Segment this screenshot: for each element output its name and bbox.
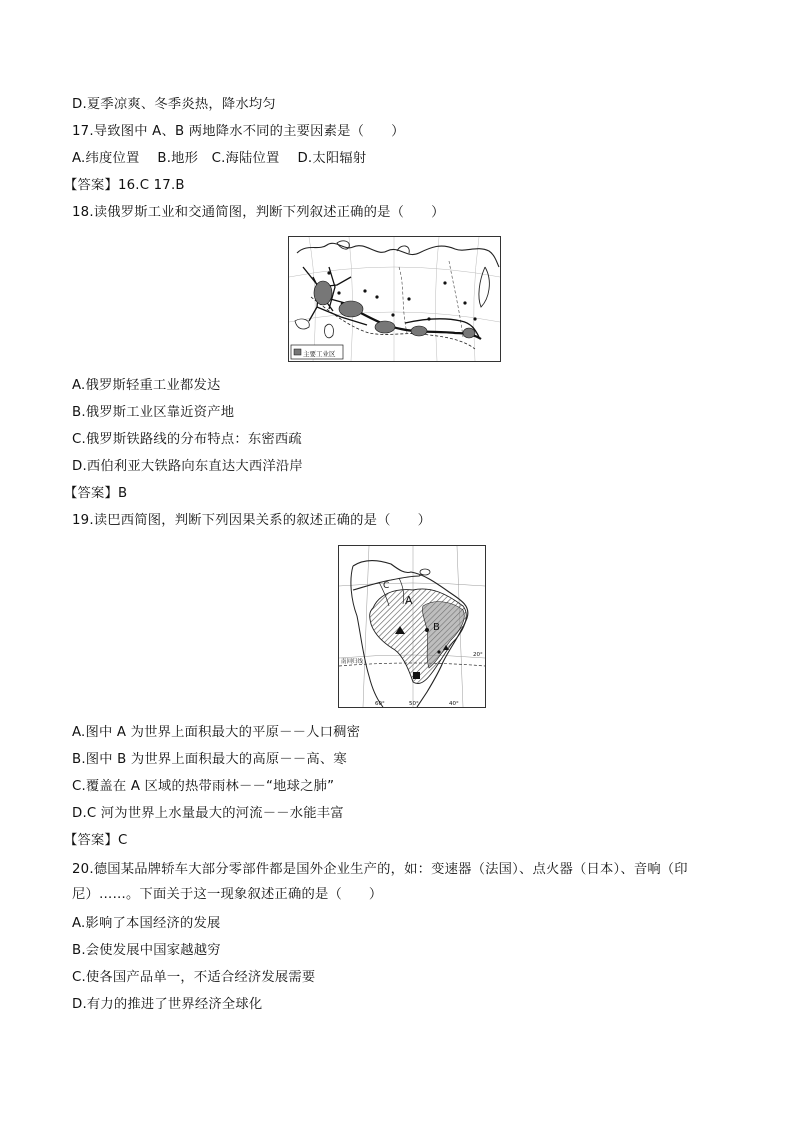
brazil-map-label-lat20: 20° bbox=[473, 652, 483, 658]
brazil-map-label-lon50: 50° bbox=[409, 701, 419, 707]
q18-option-b: B.俄罗斯工业区靠近资产地 bbox=[72, 405, 235, 420]
q19-option-c: C.覆盖在 A 区域的热带雨林－－“地球之肺” bbox=[72, 779, 335, 794]
q20-option-c: C.使各国产品单一，不适合经济发展需要 bbox=[72, 970, 316, 985]
brazil-map-label-tropic: 南回归线 bbox=[341, 659, 364, 665]
brazil-map-label-a: A bbox=[405, 594, 413, 607]
q16-option-d: D.夏季凉爽、冬季炎热，降水均匀 bbox=[72, 97, 276, 112]
q18-option-d: D.西伯利亚大铁路向东直达大西洋沿岸 bbox=[72, 459, 303, 474]
q17-options: A.纬度位置 B.地形 C.海陆位置 D.太阳辐射 bbox=[72, 151, 367, 166]
brazil-map-label-lon60: 60° bbox=[375, 701, 385, 707]
q19-answer: 【答案】C bbox=[64, 833, 128, 848]
q19-question: 19.读巴西简图，判断下列因果关系的叙述正确的是（ ） bbox=[72, 513, 432, 528]
q17-question: 17.导致图中 A、B 两地降水不同的主要因素是（ ） bbox=[72, 124, 405, 139]
q19-option-a: A.图中 A 为世界上面积最大的平原－－人口稠密 bbox=[72, 725, 361, 740]
brazil-map-label-lon40: 40° bbox=[449, 701, 459, 707]
q19-option-d: D.C 河为世界上水量最大的河流－－水能丰富 bbox=[72, 806, 344, 821]
russia-industry-transport-map bbox=[288, 236, 501, 362]
q18-option-c: C.俄罗斯铁路线的分布特点：东密西疏 bbox=[72, 432, 302, 447]
q18-option-a: A.俄罗斯轻重工业都发达 bbox=[72, 378, 221, 393]
q20-question: 20.德国某品牌轿车大部分零部件都是国外企业生产的，如：变速器（法国）、点火器（日本）、音响（印尼）……。下面关于这一现象叙述正确的是（ ） bbox=[72, 862, 688, 902]
brazil-map bbox=[338, 545, 486, 708]
q20-option-b: B.会使发展中国家越越穷 bbox=[72, 943, 221, 958]
q20-option-d: D.有力的推进了世界经济全球化 bbox=[72, 997, 263, 1012]
brazil-map-label-b: B bbox=[433, 622, 440, 633]
brazil-map-label-c: C bbox=[383, 581, 390, 591]
q18-answer: 【答案】B bbox=[64, 486, 128, 501]
q19-option-b: B.图中 B 为世界上面积最大的高原－－高、寒 bbox=[72, 752, 347, 767]
russia-map-legend: 主要工业区 bbox=[303, 350, 336, 358]
q18-question: 18.读俄罗斯工业和交通简图，判断下列叙述正确的是（ ） bbox=[72, 205, 445, 220]
q20-option-a: A.影响了本国经济的发展 bbox=[72, 916, 221, 931]
q16-17-answer: 【答案】16.C 17.B bbox=[64, 178, 185, 193]
